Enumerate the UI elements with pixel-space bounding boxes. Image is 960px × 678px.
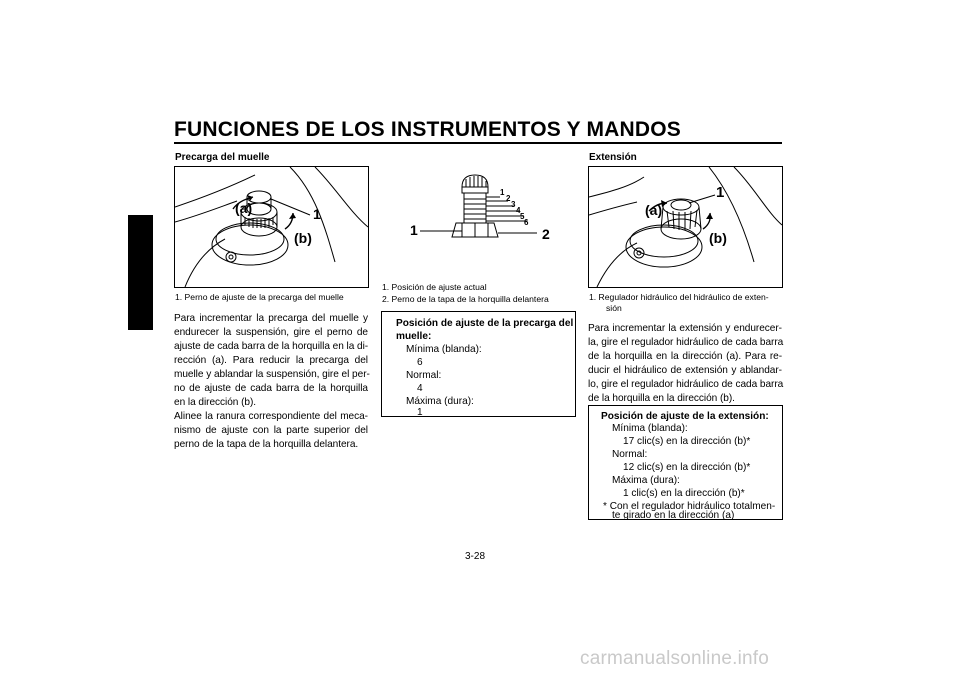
fork-cap-illustration [382, 167, 575, 287]
body-line: endurecer la suspensión, gire el perno de [174, 327, 368, 338]
caption-extension: 1. Regulador hidráulico del hidráulico de exten- [589, 292, 769, 302]
normal-value: 4 [417, 383, 423, 394]
scale-5: 5 [520, 212, 525, 221]
min-label: Mínima (blanda): [406, 344, 482, 355]
normal-label: Normal: [406, 370, 442, 381]
label-a: (a) [645, 202, 663, 218]
body-preload [174, 312, 368, 452]
normal-value: 12 clic(s) en la dirección (b)* [623, 462, 751, 473]
scale-6: 6 [524, 218, 529, 227]
body-line: de la horquilla en la dirección (a). Para re- [588, 351, 782, 362]
box-title: Posición de ajuste de la precarga del [396, 318, 574, 329]
body-line: muelle y ablandar la suspensión, gire el per- [174, 369, 370, 380]
body-line: rección (a). Para reducir la precarga del [174, 355, 368, 366]
max-label: Máxima (dura): [406, 396, 474, 407]
min-value: 6 [417, 357, 423, 368]
normal-label: Normal: [612, 449, 648, 460]
label-b: (b) [294, 230, 312, 246]
body-line: Alinee la ranura correspondiente del meca- [174, 411, 368, 422]
page-title: FUNCIONES DE LOS INSTRUMENTOS Y MANDOS [174, 118, 681, 141]
body-line: no de ajuste de cada barra de la horquilla [174, 383, 368, 394]
caption-preload: 1. Perno de ajuste de la precarga del muelle [175, 292, 344, 302]
label-1: 1 [313, 206, 321, 222]
max-value: 1 clic(s) en la dirección (b)* [623, 488, 745, 499]
body-line: lo, gire el regulador hidráulico de cada barra [588, 379, 784, 390]
title-rule [174, 142, 782, 144]
page-number: 3-28 [465, 551, 486, 562]
label-1: 1 [716, 184, 725, 201]
extension-illustration [589, 167, 782, 287]
label-2: 2 [542, 226, 550, 242]
section-heading-extension: Extensión [589, 152, 637, 163]
footnote-cont: te girado en la dirección (a) [612, 510, 735, 521]
scale-4: 4 [516, 206, 521, 215]
min-label: Mínima (blanda): [612, 423, 688, 434]
body-line: en la dirección (b). [174, 397, 257, 408]
watermark: carmanualsonline.info [580, 648, 770, 669]
scale-1: 1 [500, 188, 505, 197]
figure-preload [174, 166, 369, 288]
body-line: perno de la tapa de la horquilla delantera. [174, 439, 359, 450]
min-value: 17 clic(s) en la dirección (b)* [623, 436, 751, 447]
label-a: (a) [235, 200, 253, 216]
body-line: nismo de ajuste con la parte superior del [174, 425, 368, 436]
body-line: de la horquilla en la dirección (b). [588, 393, 735, 404]
label-1: 1 [410, 222, 418, 238]
caption-extension-cont: sión [606, 303, 622, 313]
chapter-tab [128, 215, 153, 330]
label-b: (b) [709, 230, 727, 246]
body-line: Para incrementar la precarga del muelle y [174, 313, 368, 324]
body-line: la, gire el regulador hidráulico de cada barra [588, 337, 784, 348]
chapter-number: 3 [136, 252, 144, 267]
box-title-cont: muelle: [396, 331, 432, 342]
body-line: ducir el hidráulico de extensión y ablandar- [588, 365, 782, 376]
max-label: Máxima (dura): [612, 475, 680, 486]
section-heading-preload: Precarga del muelle [175, 152, 270, 163]
box-title: Posición de ajuste de la extensión: [601, 411, 769, 422]
max-value: 1 [417, 407, 423, 418]
footnote: * Con el regulador hidráulico totalmen- [603, 501, 776, 512]
figure-fork-cap [381, 166, 576, 288]
figure-extension [588, 166, 783, 288]
body-line: Para incrementar la extensión y endurecer- [588, 323, 782, 334]
caption-fork-2: 2. Perno de la tapa de la horquilla delantera [382, 294, 549, 304]
caption-fork-1: 1. Posición de ajuste actual [382, 282, 487, 292]
body-extension [588, 322, 782, 406]
body-line: ajuste de cada barra de la horquilla en la di- [174, 341, 369, 352]
scale-3: 3 [511, 200, 516, 209]
extension-settings-box [588, 405, 783, 520]
scale-2: 2 [506, 194, 511, 203]
preload-settings-box [381, 311, 576, 417]
preload-illustration [175, 167, 368, 287]
